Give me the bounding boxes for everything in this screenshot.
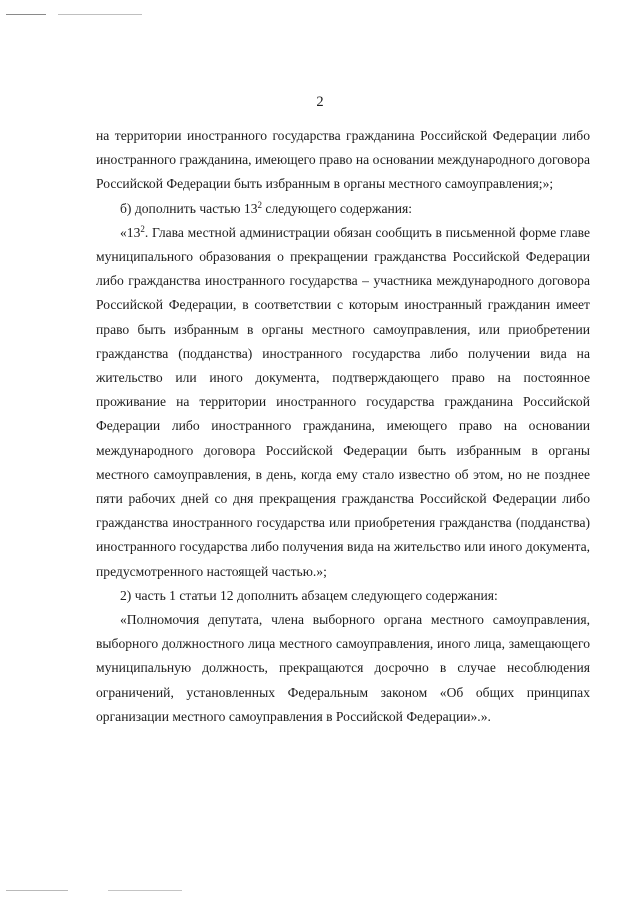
paragraph-item-b-text-end: следующего содержания: (262, 200, 413, 216)
paragraph-item-b-text: б) дополнить частью 13 (120, 200, 258, 216)
paragraph-added-abzac: «Полномочия депутата, члена выборного органа местного самоуправления, выборного должностного лица местного самоуправления, иного лица, замещающего муниципальную должность, прекращаются досрочно в случае несоблюдения ограничений, установленных Федеральным законом «Об общих принципах организации местного самоуправления в Российской Федерации».». (96, 612, 590, 724)
paragraph-part-13-2 (96, 221, 590, 584)
part-13-2-number: «13 (120, 224, 141, 240)
document-body (96, 124, 590, 729)
part-13-2-text: . Глава местной администрации обязан сообщить в письменной форме главе муниципального образования о прекращении гражданства Российской Федерации либо гражданства иностранного государства – участника международного договора Российской Федерации, в соответствии с которым иностранный гражданин имеет право быть избранным в органы местного самоуправления, или приобретении гражданства (подданства) иностранного государства либо получении вида на жительство или иного документа, подтверждающего право на постоянное проживание на территории иностранного государства гражданина Российской Федерации либо иностранного гражданина, имеющего право на основании международного договора Российской Федерации быть избранным в органы местного самоуправления, в день, когда ему стало известно об этом, но не позднее пяти рабочих дней со дня прекращения гражданства Российской Федерации либо гражданства иностранного государства или приобретения гражданства (подданства) иностранного государства либо получения вида на жительство или иного документа, предусмотренного настоящей частью.»; (96, 224, 590, 579)
superscript-13-2: 2 (140, 223, 145, 234)
scan-artifact-top-left-2 (58, 14, 142, 15)
paragraph-item-b (96, 197, 590, 221)
scan-artifact-top-left (6, 14, 46, 15)
scan-artifact-bottom-center (108, 890, 182, 891)
paragraph-item-2: 2) часть 1 статьи 12 дополнить абзацем следующего содержания: (120, 587, 498, 603)
page-number: 2 (316, 94, 324, 110)
scan-artifact-bottom-left (6, 890, 68, 891)
paragraph-continuation: на территории иностранного государства гражданина Российской Федерации либо иностранного гражданина, имеющего право на основании международного договора Российской Федерации быть избранным в органы местного самоуправления;»; (96, 128, 590, 192)
superscript-part-13-2: 2 (257, 199, 263, 210)
